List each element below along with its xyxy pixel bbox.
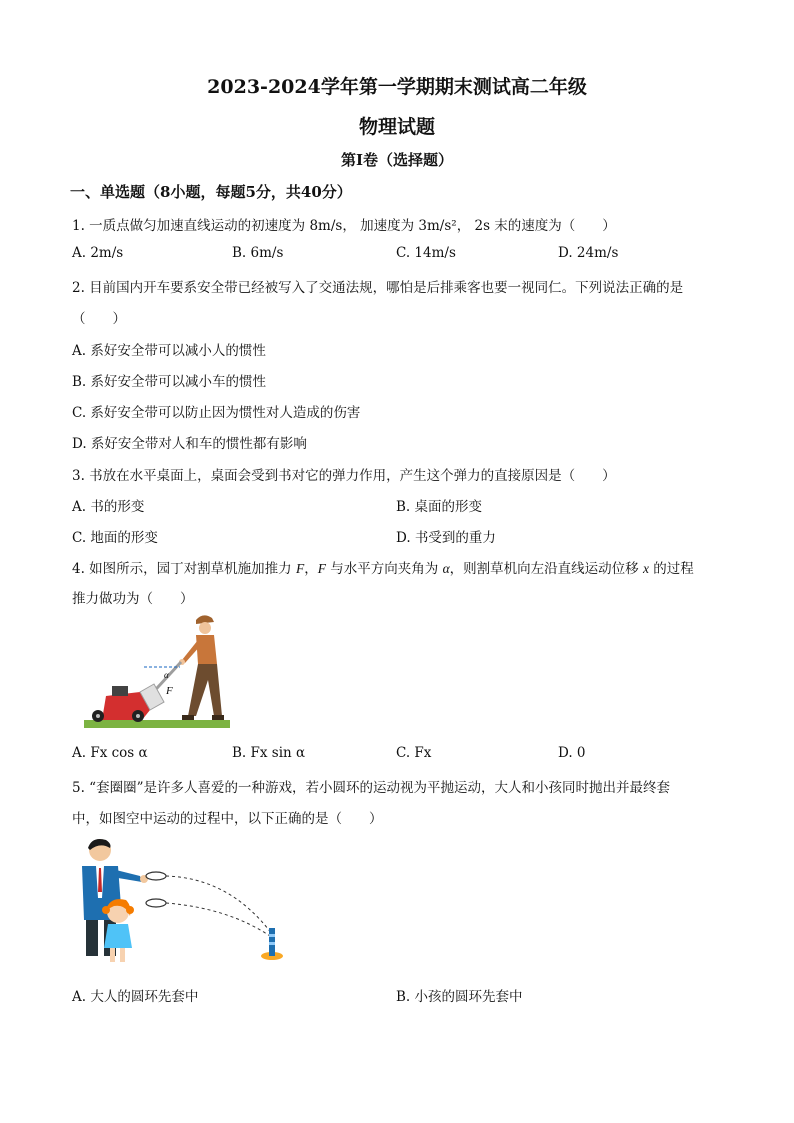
q2-option-b: B. 系好安全带可以减小车的惯性: [72, 374, 267, 390]
subject-title: 物理试题: [358, 116, 435, 138]
q4-text-part-a: 4. 如图所示，园丁对割草机施加推力: [72, 561, 296, 577]
q1-text: 1. 一质点做匀加速直线运动的初速度为 8m/s， 加速度为 3m/s²， 2s 末的速度为（ ）: [72, 218, 616, 234]
child-ring-trajectory: [166, 903, 270, 936]
q4-var-f: F: [295, 561, 305, 576]
section-heading: 一、单选题（8小题，每题5分，共40分）: [70, 183, 352, 201]
q2-option-d: D. 系好安全带对人和车的惯性都有影响: [72, 436, 307, 452]
q5-option-a: A. 大人的圆环先套中: [72, 989, 199, 1005]
gardener-illustration: [179, 615, 224, 720]
q1-option-d: D. 24m/s: [558, 245, 619, 261]
q2-option-a: A. 系好安全带可以减小人的惯性: [72, 343, 266, 359]
q1-option-b: B. 6m/s: [232, 245, 284, 261]
q4-text-line1: [72, 557, 694, 577]
figure-alpha-label: α: [164, 670, 169, 680]
adult-ring: [146, 872, 166, 880]
q2-text-line2: （ ）: [72, 311, 126, 327]
adult-ring-trajectory: [166, 876, 272, 934]
q2-option-c: C. 系好安全带可以防止因为惯性对人造成的伤害: [72, 405, 361, 421]
q5-text-line2: 中，如图空中运动的过程中，以下正确的是（ ）: [72, 811, 383, 827]
q4-var-f-2: F: [317, 561, 326, 576]
q4-var-alpha: α: [442, 561, 450, 576]
q4-text-part-d: ，则割草机向左沿直线运动位移: [449, 561, 643, 577]
q4-text-part-c: 与水平方向夹角为: [325, 561, 443, 577]
q4-text-part-e: 的过程: [648, 561, 694, 577]
q4-text-line2: 推力做功为（ ）: [72, 591, 194, 607]
q1-option-a: A. 2m/s: [72, 245, 124, 261]
q3-option-d: D. 书受到的重力: [396, 530, 496, 546]
q3-option-a: A. 书的形变: [72, 499, 145, 515]
q5-text-line1: 5. “套圈圈”是许多人喜爱的一种游戏，若小圆环的运动视为平抛运动，大人和小孩同时抛出并最终套: [72, 780, 670, 796]
volume-title: 第Ⅰ卷（选择题）: [340, 151, 454, 169]
q3-option-c: C. 地面的形变: [72, 530, 158, 546]
lawnmower-figure: [84, 612, 232, 732]
q2-text-line1: 2. 目前国内开车要系安全带已经被写入了交通法规，哪怕是后排乘客也要一视同仁。下列说法正确的是: [72, 280, 684, 296]
q3-option-b: B. 桌面的形变: [396, 499, 483, 515]
child-ring: [146, 899, 166, 907]
q4-var-x: x: [642, 561, 649, 576]
q4-text-part-b: ，: [304, 561, 318, 577]
figure-force-label: F: [166, 685, 173, 697]
q3-text: 3. 书放在水平桌面上，桌面会受到书对它的弹力作用，产生这个弹力的直接原因是（ ）: [72, 468, 616, 484]
q5-option-b: B. 小孩的圆环先套中: [396, 989, 523, 1005]
grass-ground: [84, 720, 230, 728]
q1-option-c: C. 14m/s: [396, 245, 456, 261]
q4-option-a: A. Fx cos α: [72, 745, 148, 761]
q4-option-c: C. Fx: [396, 745, 432, 761]
q4-option-b: B. Fx sin α: [232, 745, 306, 761]
q4-option-d: D. 0: [558, 745, 586, 761]
ring-toss-figure: [70, 836, 290, 968]
exam-title: 2023-2024学年第一学期期末测试高二年级: [207, 76, 587, 98]
